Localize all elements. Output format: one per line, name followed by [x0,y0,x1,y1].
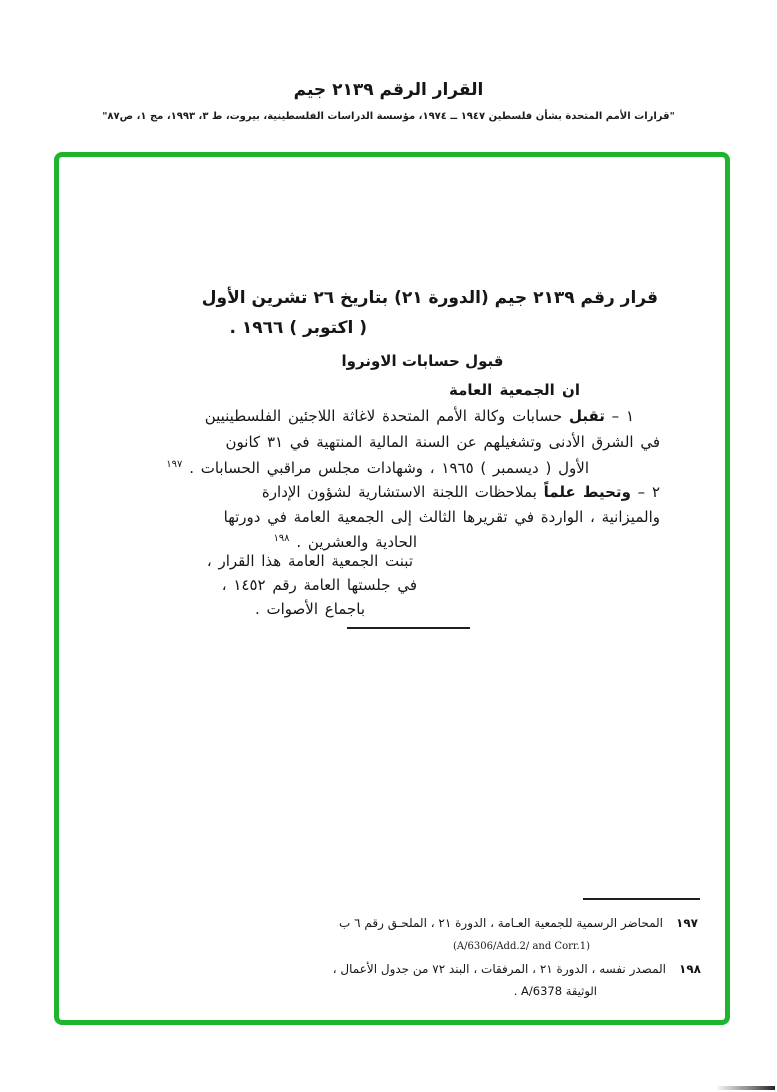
paragraph-2-line-2: والميزانية ، الواردة في تقريرها الثالث إلى الجمعية العامة في دورتها [223,508,660,526]
intro-line: ان الجمعية العامة [449,381,580,399]
para2-line1-rest: بملاحظات اللجنة الاستشارية لشؤون الإدارة [261,483,544,501]
footnote-198-document-ref: الوثيقة A/6378 . [513,984,597,998]
para2-number: ٢ – [630,483,660,501]
citation-line: "قرارات الأمم المتحدة بشأن فلسطين ١٩٤٧ ــ ١٩٧٤، مؤسسة الدراسات الفلسطينية، بيروت، ط ٣، ١٩٩٣، مج ١، ص٨٧" [102,111,675,122]
resolution-subtitle: قبول حسابات الاونروا [341,352,504,370]
footnote-197-text: المحاضر الرسمية للجمعية العـامة ، الدورة ٢١ ، الملحـق رقم ٦ ب [339,916,664,930]
para1-line3-text: الأول ( ديسمبر ) ١٩٦٥ ، وشهادات مجلس مراقبي الحسابات . [182,459,589,477]
paragraph-2-line-3 [273,533,417,551]
paragraph-2-line-1 [262,483,660,501]
para2-line3-text: الحادية والعشرين . [289,533,417,551]
para1-line1-rest: حسابات وكالة الأمم المتحدة لاغاثة اللاجئين الفلسطينيين [204,407,569,425]
footnote-separator [583,898,700,900]
closing-separator [347,627,470,629]
resolution-heading-line2: ( اكتوبر ) ١٩٦٦ . [229,318,367,338]
page-title: القرار الرقم ٢١٣٩ جيم [293,80,484,100]
paragraph-1-line-1 [205,407,634,425]
paragraph-1-line-2: في الشرق الأدنى وتشغيلهم عن السنة المالية المنتهية في ٣١ كانون [225,433,660,451]
footnote-197-number: ١٩٧ [676,916,698,930]
para2-keyword: وتحيط علماً [543,483,631,501]
adoption-line-3: باجماع الأصوات . [254,600,365,618]
footnote-197-document-ref: (A/6306/Add.2/ and Corr.1) [453,941,590,952]
footnote-198-number: ١٩٨ [679,962,701,976]
resolution-heading-line1: قرار رقم ٢١٣٩ جيم (الدورة ٢١) بتاريخ ٢٦ تشرين الأول [201,288,658,308]
scan-artifact-strip [718,1086,775,1090]
para1-number: ١ – [604,407,634,425]
footnote-ref-197: ١٩٧ [166,459,183,470]
footnote-198-text: المصدر نفسه ، الدورة ٢١ ، المرفقات ، البند ٧٢ من جدول الأعمال ، [332,962,667,976]
footnote-198 [333,962,701,976]
para1-keyword: تقبل [568,407,605,425]
adoption-line-2: في جلستها العامة رقم ١٤٥٢ ، [221,576,417,594]
footnote-ref-198: ١٩٨ [273,533,290,544]
adoption-line-1: تبنت الجمعية العامة هذا القرار ، [206,552,413,570]
footnote-197 [339,916,698,930]
paragraph-1-line-3 [166,459,589,477]
